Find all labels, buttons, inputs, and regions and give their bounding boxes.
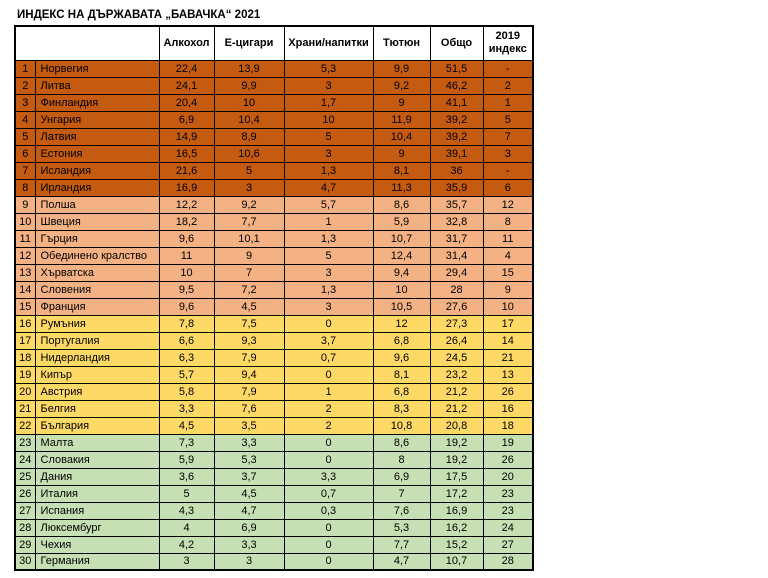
alcohol-cell: 14,9 [159, 128, 214, 145]
tobacco-cell: 8 [373, 451, 430, 468]
tobacco-cell: 11,3 [373, 179, 430, 196]
rank-cell: 13 [15, 264, 35, 281]
alcohol-cell: 24,1 [159, 77, 214, 94]
food-cell: 0 [284, 451, 373, 468]
total-cell: 19,2 [430, 451, 483, 468]
alcohol-cell: 3,3 [159, 400, 214, 417]
alcohol-cell: 18,2 [159, 213, 214, 230]
prev-cell: 12 [483, 196, 533, 213]
prev-cell: 16 [483, 400, 533, 417]
prev-cell: 10 [483, 298, 533, 315]
country-cell: Унгария [35, 111, 159, 128]
ecig-cell: 9,3 [214, 332, 284, 349]
food-cell: 0 [284, 519, 373, 536]
country-cell: Малта [35, 434, 159, 451]
table-row [15, 298, 533, 315]
tobacco-cell: 12,4 [373, 247, 430, 264]
ecig-cell: 5,3 [214, 451, 284, 468]
table-row [15, 451, 533, 468]
table-row [15, 264, 533, 281]
prev-cell: 9 [483, 281, 533, 298]
prev-cell: 26 [483, 383, 533, 400]
food-cell: 2 [284, 417, 373, 434]
tobacco-cell: 10,7 [373, 230, 430, 247]
food-cell: 1,3 [284, 230, 373, 247]
rank-cell: 1 [15, 60, 35, 77]
tobacco-cell: 6,9 [373, 468, 430, 485]
table-row [15, 145, 533, 162]
country-cell: Хърватска [35, 264, 159, 281]
food-cell: 3,3 [284, 468, 373, 485]
total-cell: 10,7 [430, 553, 483, 570]
tobacco-cell: 10 [373, 281, 430, 298]
alcohol-cell: 3 [159, 553, 214, 570]
table-row [15, 247, 533, 264]
ecig-cell: 7,9 [214, 383, 284, 400]
country-cell: Румъния [35, 315, 159, 332]
food-cell: 0,7 [284, 349, 373, 366]
table-row [15, 332, 533, 349]
table-header [15, 26, 533, 60]
ecig-cell: 10,1 [214, 230, 284, 247]
food-cell: 5,3 [284, 60, 373, 77]
rank-cell: 4 [15, 111, 35, 128]
alcohol-cell: 20,4 [159, 94, 214, 111]
food-cell: 10 [284, 111, 373, 128]
total-cell: 17,2 [430, 485, 483, 502]
total-cell: 16,2 [430, 519, 483, 536]
table-row [15, 553, 533, 570]
rank-cell: 19 [15, 366, 35, 383]
prev-cell: 21 [483, 349, 533, 366]
table-row [15, 383, 533, 400]
table-row [15, 213, 533, 230]
food-cell: 2 [284, 400, 373, 417]
total-cell: 17,5 [430, 468, 483, 485]
country-cell: Люксембург [35, 519, 159, 536]
ecig-cell: 3,7 [214, 468, 284, 485]
prev-cell: 5 [483, 111, 533, 128]
alcohol-cell: 4,2 [159, 536, 214, 553]
ecig-cell: 10,6 [214, 145, 284, 162]
country-cell: Финландия [35, 94, 159, 111]
alcohol-cell: 12,2 [159, 196, 214, 213]
rank-cell: 14 [15, 281, 35, 298]
header-cell-empty [15, 26, 159, 60]
food-cell: 5 [284, 128, 373, 145]
tobacco-cell: 6,8 [373, 332, 430, 349]
food-cell: 0 [284, 315, 373, 332]
table-row [15, 468, 533, 485]
ecig-cell: 7,6 [214, 400, 284, 417]
ecig-cell: 5 [214, 162, 284, 179]
tobacco-cell: 9,2 [373, 77, 430, 94]
alcohol-cell: 16,5 [159, 145, 214, 162]
ecig-cell: 9 [214, 247, 284, 264]
table-row [15, 502, 533, 519]
country-cell: Австрия [35, 383, 159, 400]
ecig-cell: 7,7 [214, 213, 284, 230]
food-cell: 0 [284, 536, 373, 553]
tobacco-cell: 9 [373, 145, 430, 162]
tobacco-cell: 10,8 [373, 417, 430, 434]
table-body [15, 60, 533, 570]
tobacco-cell: 7,7 [373, 536, 430, 553]
table-row [15, 349, 533, 366]
alcohol-cell: 7,8 [159, 315, 214, 332]
country-cell: Нидерландия [35, 349, 159, 366]
food-cell: 1,3 [284, 162, 373, 179]
food-cell: 1 [284, 383, 373, 400]
total-cell: 32,8 [430, 213, 483, 230]
food-cell: 0,7 [284, 485, 373, 502]
ecig-cell: 4,5 [214, 485, 284, 502]
alcohol-cell: 16,9 [159, 179, 214, 196]
rank-cell: 23 [15, 434, 35, 451]
tobacco-cell: 11,9 [373, 111, 430, 128]
table-row [15, 179, 533, 196]
country-cell: Гърция [35, 230, 159, 247]
tobacco-cell: 5,9 [373, 213, 430, 230]
alcohol-cell: 3,6 [159, 468, 214, 485]
tobacco-cell: 12 [373, 315, 430, 332]
prev-cell: 20 [483, 468, 533, 485]
country-cell: Исландия [35, 162, 159, 179]
ecig-cell: 7,9 [214, 349, 284, 366]
food-cell: 0,3 [284, 502, 373, 519]
ecig-cell: 4,7 [214, 502, 284, 519]
tobacco-cell: 9,4 [373, 264, 430, 281]
country-cell: Словения [35, 281, 159, 298]
alcohol-cell: 9,6 [159, 298, 214, 315]
tobacco-cell: 8,6 [373, 434, 430, 451]
food-cell: 3 [284, 298, 373, 315]
alcohol-cell: 6,9 [159, 111, 214, 128]
table-row [15, 417, 533, 434]
food-cell: 3,7 [284, 332, 373, 349]
page-title: ИНДЕКС НА ДЪРЖАВАТА „БАВАЧКА“ 2021 [17, 9, 261, 21]
country-cell: Дания [35, 468, 159, 485]
rank-cell: 5 [15, 128, 35, 145]
table-row [15, 400, 533, 417]
table-row [15, 94, 533, 111]
total-cell: 21,2 [430, 400, 483, 417]
rank-cell: 17 [15, 332, 35, 349]
rank-cell: 11 [15, 230, 35, 247]
alcohol-cell: 6,3 [159, 349, 214, 366]
ecig-cell: 7 [214, 264, 284, 281]
alcohol-cell: 21,6 [159, 162, 214, 179]
country-cell: Чехия [35, 536, 159, 553]
alcohol-cell: 4,5 [159, 417, 214, 434]
food-cell: 1,7 [284, 94, 373, 111]
table-row [15, 519, 533, 536]
rank-cell: 2 [15, 77, 35, 94]
rank-cell: 16 [15, 315, 35, 332]
rank-cell: 26 [15, 485, 35, 502]
nanny-state-index-table [14, 25, 534, 571]
tobacco-cell: 9,6 [373, 349, 430, 366]
country-cell: България [35, 417, 159, 434]
alcohol-cell: 10 [159, 264, 214, 281]
prev-cell: 15 [483, 264, 533, 281]
rank-cell: 9 [15, 196, 35, 213]
tobacco-cell: 9,9 [373, 60, 430, 77]
rank-cell: 21 [15, 400, 35, 417]
prev-cell: 27 [483, 536, 533, 553]
prev-cell: 24 [483, 519, 533, 536]
country-cell: Франция [35, 298, 159, 315]
table-row [15, 434, 533, 451]
prev-cell: 28 [483, 553, 533, 570]
table-row [15, 485, 533, 502]
prev-cell: 11 [483, 230, 533, 247]
prev-cell: 6 [483, 179, 533, 196]
rank-cell: 7 [15, 162, 35, 179]
country-cell: Обединено кралство [35, 247, 159, 264]
alcohol-cell: 6,6 [159, 332, 214, 349]
rank-cell: 28 [15, 519, 35, 536]
table-row [15, 230, 533, 247]
ecig-cell: 9,2 [214, 196, 284, 213]
ecig-cell: 3,5 [214, 417, 284, 434]
rank-cell: 12 [15, 247, 35, 264]
header-cell-tobacco: Тютюн [373, 26, 430, 60]
total-cell: 41,1 [430, 94, 483, 111]
rank-cell: 3 [15, 94, 35, 111]
prev-cell: - [483, 60, 533, 77]
table-row [15, 536, 533, 553]
tobacco-cell: 8,1 [373, 162, 430, 179]
alcohol-cell: 4 [159, 519, 214, 536]
rank-cell: 29 [15, 536, 35, 553]
total-cell: 46,2 [430, 77, 483, 94]
country-cell: Латвия [35, 128, 159, 145]
prev-cell: 4 [483, 247, 533, 264]
table-row [15, 366, 533, 383]
tobacco-cell: 10,4 [373, 128, 430, 145]
prev-cell: 1 [483, 94, 533, 111]
rank-cell: 30 [15, 553, 35, 570]
prev-cell: - [483, 162, 533, 179]
country-cell: Италия [35, 485, 159, 502]
food-cell: 4,7 [284, 179, 373, 196]
table-row [15, 281, 533, 298]
tobacco-cell: 7 [373, 485, 430, 502]
alcohol-cell: 5 [159, 485, 214, 502]
total-cell: 31,7 [430, 230, 483, 247]
rank-cell: 27 [15, 502, 35, 519]
ecig-cell: 3 [214, 553, 284, 570]
country-cell: Полша [35, 196, 159, 213]
tobacco-cell: 9 [373, 94, 430, 111]
rank-cell: 22 [15, 417, 35, 434]
total-cell: 15,2 [430, 536, 483, 553]
country-cell: Кипър [35, 366, 159, 383]
tobacco-cell: 8,3 [373, 400, 430, 417]
total-cell: 24,5 [430, 349, 483, 366]
ecig-cell: 3,3 [214, 536, 284, 553]
country-cell: Белгия [35, 400, 159, 417]
tobacco-cell: 5,3 [373, 519, 430, 536]
table-row [15, 77, 533, 94]
table-row [15, 196, 533, 213]
total-cell: 16,9 [430, 502, 483, 519]
total-cell: 35,9 [430, 179, 483, 196]
country-cell: Германия [35, 553, 159, 570]
header-cell-food: Храни/напитки [284, 26, 373, 60]
country-cell: Словакия [35, 451, 159, 468]
food-cell: 3 [284, 77, 373, 94]
prev-cell: 26 [483, 451, 533, 468]
country-cell: Ирландия [35, 179, 159, 196]
total-cell: 23,2 [430, 366, 483, 383]
ecig-cell: 3 [214, 179, 284, 196]
rank-cell: 10 [15, 213, 35, 230]
tobacco-cell: 8,1 [373, 366, 430, 383]
total-cell: 39,2 [430, 128, 483, 145]
ecig-cell: 10,4 [214, 111, 284, 128]
prev-cell: 23 [483, 485, 533, 502]
tobacco-cell: 4,7 [373, 553, 430, 570]
food-cell: 1 [284, 213, 373, 230]
prev-cell: 8 [483, 213, 533, 230]
total-cell: 21,2 [430, 383, 483, 400]
ecig-cell: 4,5 [214, 298, 284, 315]
table-row [15, 60, 533, 77]
header-cell-alcohol: Алкохол [159, 26, 214, 60]
prev-cell: 2 [483, 77, 533, 94]
prev-cell: 14 [483, 332, 533, 349]
food-cell: 1,3 [284, 281, 373, 298]
food-cell: 0 [284, 366, 373, 383]
prev-cell: 7 [483, 128, 533, 145]
total-cell: 28 [430, 281, 483, 298]
prev-cell: 23 [483, 502, 533, 519]
ecig-cell: 9,4 [214, 366, 284, 383]
alcohol-cell: 9,6 [159, 230, 214, 247]
food-cell: 3 [284, 264, 373, 281]
country-cell: Швеция [35, 213, 159, 230]
tobacco-cell: 8,6 [373, 196, 430, 213]
total-cell: 39,2 [430, 111, 483, 128]
alcohol-cell: 11 [159, 247, 214, 264]
ecig-cell: 9,9 [214, 77, 284, 94]
food-cell: 3 [284, 145, 373, 162]
total-cell: 39,1 [430, 145, 483, 162]
food-cell: 5,7 [284, 196, 373, 213]
total-cell: 51,5 [430, 60, 483, 77]
country-cell: Естония [35, 145, 159, 162]
header-cell-prev: 2019 индекс [483, 26, 533, 60]
prev-cell: 13 [483, 366, 533, 383]
prev-cell: 19 [483, 434, 533, 451]
alcohol-cell: 9,5 [159, 281, 214, 298]
table-row [15, 315, 533, 332]
alcohol-cell: 5,9 [159, 451, 214, 468]
total-cell: 36 [430, 162, 483, 179]
country-cell: Литва [35, 77, 159, 94]
prev-cell: 17 [483, 315, 533, 332]
ecig-cell: 6,9 [214, 519, 284, 536]
food-cell: 5 [284, 247, 373, 264]
ecig-cell: 10 [214, 94, 284, 111]
total-cell: 20,8 [430, 417, 483, 434]
header-cell-ecig: Е-цигари [214, 26, 284, 60]
food-cell: 0 [284, 553, 373, 570]
alcohol-cell: 22,4 [159, 60, 214, 77]
prev-cell: 18 [483, 417, 533, 434]
ecig-cell: 13,9 [214, 60, 284, 77]
food-cell: 0 [284, 434, 373, 451]
ecig-cell: 8,9 [214, 128, 284, 145]
table-row [15, 128, 533, 145]
country-cell: Испания [35, 502, 159, 519]
rank-cell: 20 [15, 383, 35, 400]
table-row [15, 162, 533, 179]
tobacco-cell: 10,5 [373, 298, 430, 315]
alcohol-cell: 5,8 [159, 383, 214, 400]
country-cell: Португалия [35, 332, 159, 349]
total-cell: 35,7 [430, 196, 483, 213]
rank-cell: 25 [15, 468, 35, 485]
alcohol-cell: 5,7 [159, 366, 214, 383]
rank-cell: 6 [15, 145, 35, 162]
tobacco-cell: 7,6 [373, 502, 430, 519]
total-cell: 27,6 [430, 298, 483, 315]
total-cell: 31,4 [430, 247, 483, 264]
rank-cell: 18 [15, 349, 35, 366]
table-row [15, 111, 533, 128]
ecig-cell: 7,2 [214, 281, 284, 298]
rank-cell: 8 [15, 179, 35, 196]
ecig-cell: 7,5 [214, 315, 284, 332]
total-cell: 26,4 [430, 332, 483, 349]
country-cell: Норвегия [35, 60, 159, 77]
ecig-cell: 3,3 [214, 434, 284, 451]
total-cell: 19,2 [430, 434, 483, 451]
rank-cell: 24 [15, 451, 35, 468]
tobacco-cell: 6,8 [373, 383, 430, 400]
rank-cell: 15 [15, 298, 35, 315]
prev-cell: 3 [483, 145, 533, 162]
header-cell-total: Общо [430, 26, 483, 60]
total-cell: 29,4 [430, 264, 483, 281]
alcohol-cell: 4,3 [159, 502, 214, 519]
total-cell: 27,3 [430, 315, 483, 332]
alcohol-cell: 7,3 [159, 434, 214, 451]
